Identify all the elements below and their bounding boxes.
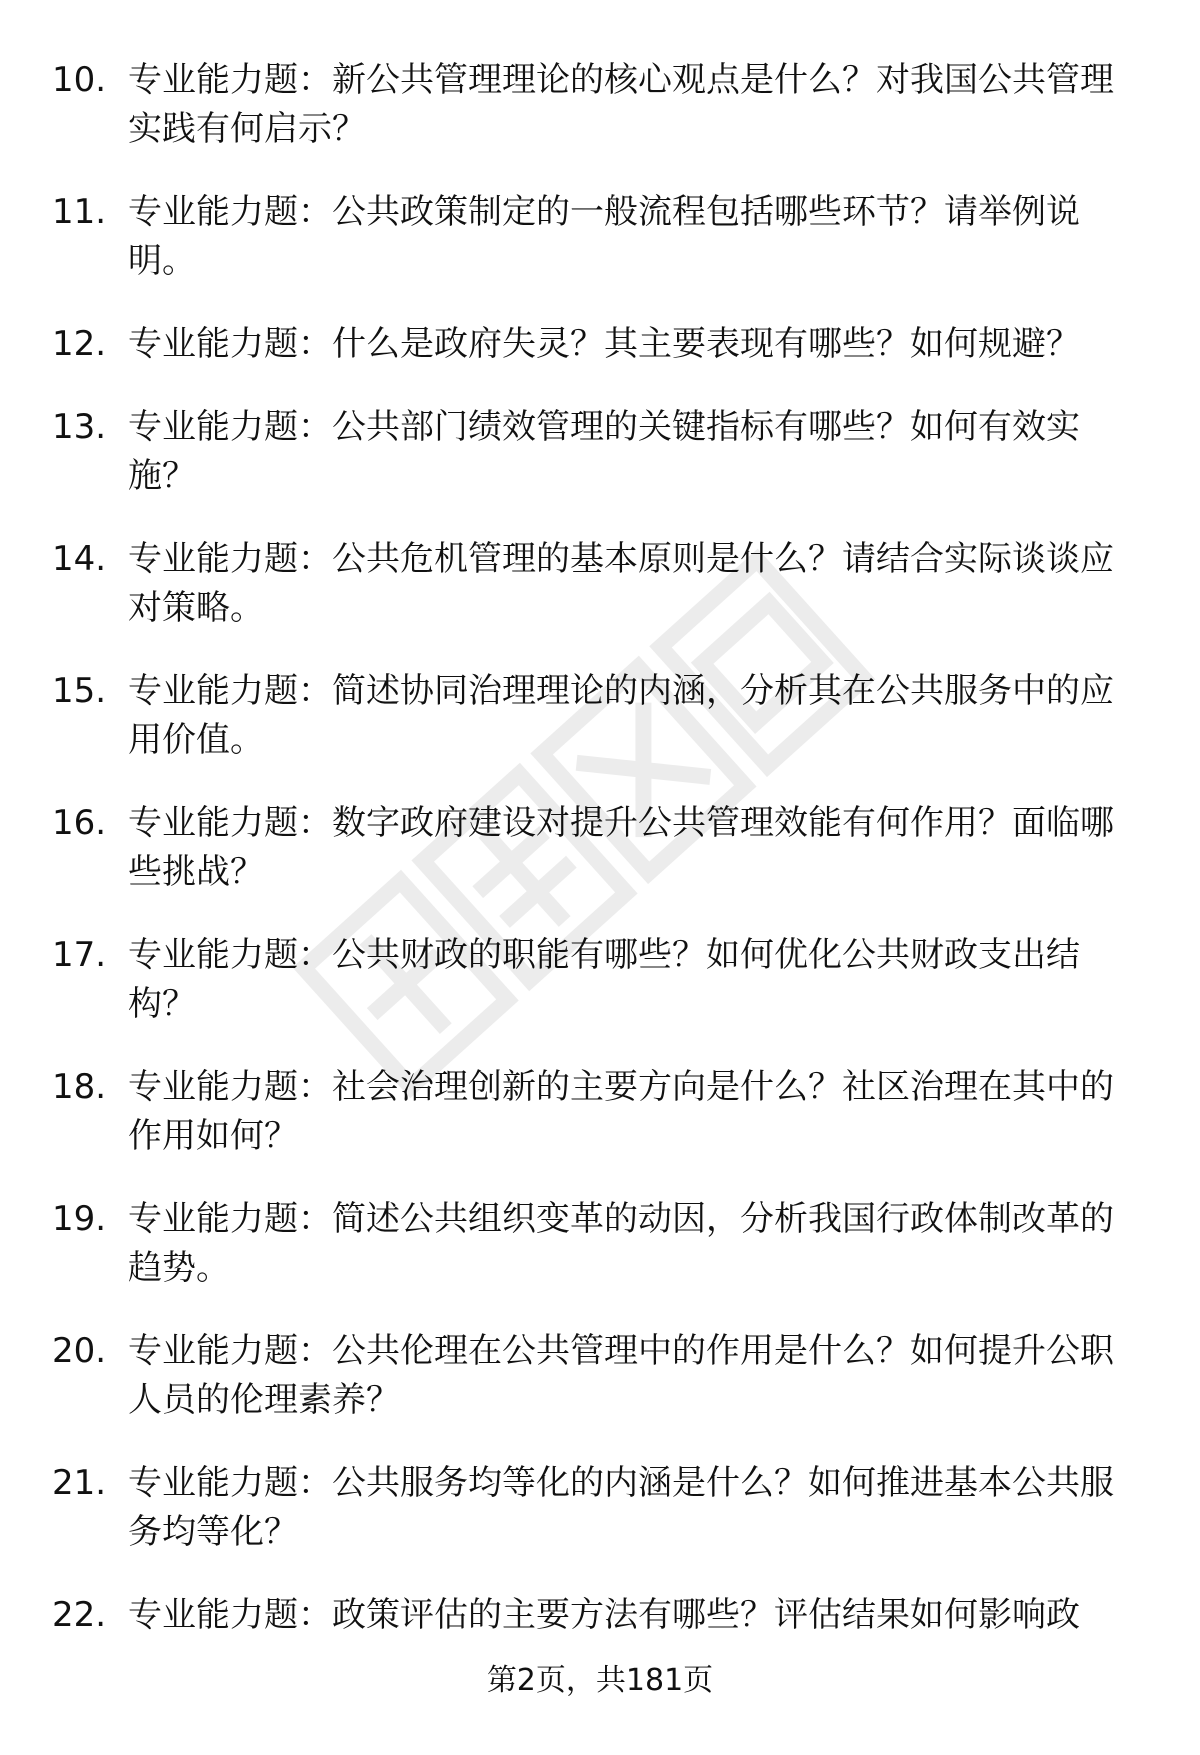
question-number: 21. <box>52 1463 107 1503</box>
question-number: 10. <box>52 60 107 100</box>
list-item <box>52 535 1142 633</box>
list-item <box>52 188 1142 286</box>
question-text: 专业能力题：公共危机管理的基本原则是什么？请结合实际谈谈应对策略。 <box>128 539 1114 628</box>
list-item <box>52 1327 1142 1425</box>
list-item <box>52 667 1142 765</box>
question-number: 18. <box>52 1067 107 1107</box>
list-item <box>52 56 1142 154</box>
list-item <box>52 931 1142 1029</box>
question-text: 专业能力题：公共财政的职能有哪些？如何优化公共财政支出结构？ <box>128 935 1080 1024</box>
question-text: 专业能力题：简述公共组织变革的动因，分析我国行政体制改革的趋势。 <box>128 1199 1114 1288</box>
question-text: 专业能力题：社会治理创新的主要方向是什么？社区治理在其中的作用如何？ <box>128 1067 1114 1156</box>
question-number: 11. <box>52 192 107 232</box>
list-item <box>52 1591 1142 1640</box>
question-text: 专业能力题：公共伦理在公共管理中的作用是什么？如何提升公职人员的伦理素养？ <box>128 1331 1114 1420</box>
list-item <box>52 403 1142 501</box>
question-text: 专业能力题：什么是政府失灵？其主要表现有哪些？如何规避？ <box>128 324 1080 364</box>
question-number: 15. <box>52 671 107 711</box>
list-item <box>52 799 1142 897</box>
question-list <box>52 56 1142 1674</box>
question-text: 专业能力题：公共服务均等化的内涵是什么？如何推进基本公共服务均等化？ <box>128 1463 1114 1552</box>
list-item <box>52 1195 1142 1293</box>
question-text: 专业能力题：新公共管理理论的核心观点是什么？对我国公共管理实践有何启示？ <box>128 60 1114 149</box>
question-text: 专业能力题：公共部门绩效管理的关键指标有哪些？如何有效实施？ <box>128 407 1080 496</box>
question-number: 22. <box>52 1595 107 1635</box>
question-text: 专业能力题：公共政策制定的一般流程包括哪些环节？请举例说明。 <box>128 192 1080 281</box>
page-footer: 第2页，共181页 <box>486 1663 714 1698</box>
question-number: 14. <box>52 539 107 579</box>
list-item <box>52 1063 1142 1161</box>
list-item <box>52 1459 1142 1557</box>
question-number: 12. <box>52 324 107 364</box>
question-number: 16. <box>52 803 107 843</box>
question-number: 13. <box>52 407 107 447</box>
question-text: 专业能力题：数字政府建设对提升公共管理效能有何作用？面临哪些挑战？ <box>128 803 1114 892</box>
list-item <box>52 320 1142 369</box>
question-number: 20. <box>52 1331 107 1371</box>
question-number: 19. <box>52 1199 107 1239</box>
question-text: 专业能力题：简述协同治理理论的内涵，分析其在公共服务中的应用价值。 <box>128 671 1114 760</box>
question-number: 17. <box>52 935 107 975</box>
question-text: 专业能力题：政策评估的主要方法有哪些？评估结果如何影响政 <box>128 1595 1080 1635</box>
